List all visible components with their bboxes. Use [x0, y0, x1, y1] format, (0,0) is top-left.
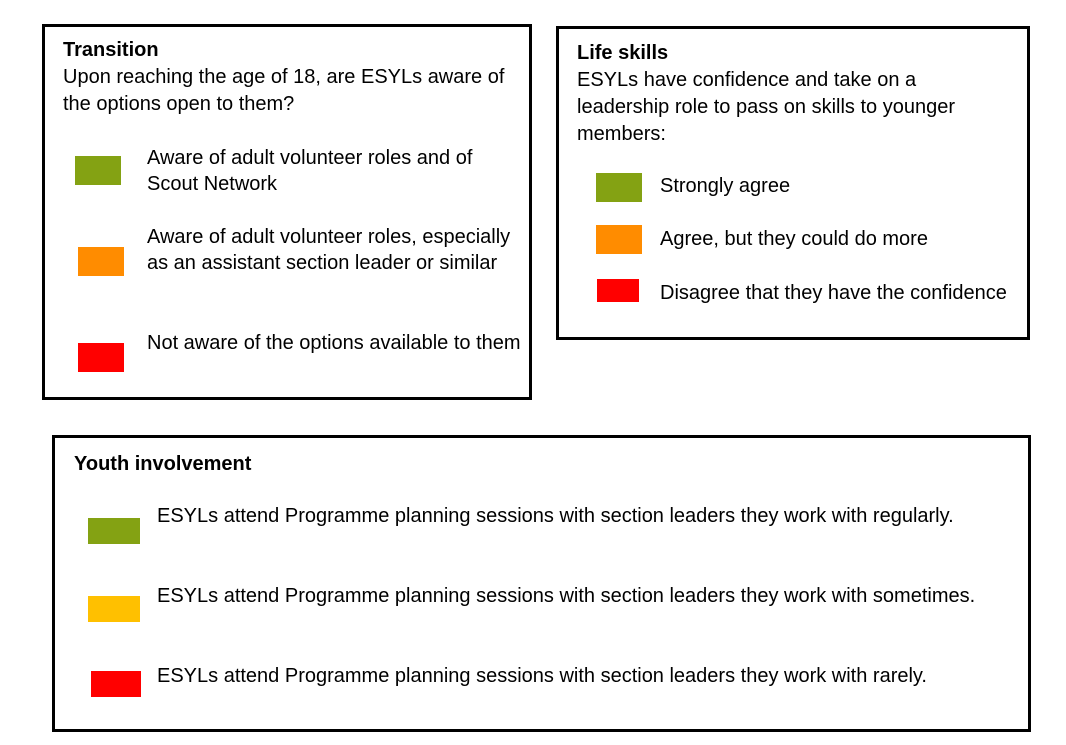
life-skills-question: ESYLs have confidence and take on a leadership role to pass on skills to younger members:	[577, 69, 955, 145]
youth-involvement-panel	[52, 435, 1031, 732]
transition-question: Upon reaching the age of 18, are ESYLs aware of the options open to them?	[63, 66, 505, 115]
legend-swatch-yellow	[88, 596, 140, 622]
legend-label: Aware of adult volunteer roles and of Scout Network	[147, 147, 473, 195]
legend-label: ESYLs attend Programme planning sessions with section leaders they work with rarely.	[157, 665, 927, 687]
legend-label: Strongly agree	[660, 175, 791, 197]
life-skills-panel	[556, 26, 1030, 340]
legend-swatch-green	[596, 173, 642, 202]
legend-swatch-orange	[596, 225, 642, 254]
legend-swatch-green	[88, 518, 140, 544]
legend-label: ESYLs attend Programme planning sessions with section leaders they work with sometimes.	[157, 585, 976, 607]
legend-swatch-green	[75, 156, 121, 185]
legend-label: Aware of adult volunteer roles, especially as an assistant section leader or similar	[147, 226, 511, 274]
legend-label: Agree, but they could do more	[660, 228, 928, 250]
legend-swatch-red	[78, 343, 124, 372]
life-skills-heading: Life skills	[577, 42, 669, 64]
youth-involvement-heading: Youth involvement	[74, 453, 252, 475]
transition-heading: Transition	[63, 39, 159, 61]
legend-label: ESYLs attend Programme planning sessions with section leaders they work with regularly.	[157, 505, 954, 527]
transition-panel	[42, 24, 532, 400]
legend-label: Disagree that they have the confidence	[660, 282, 1007, 304]
legend-swatch-orange	[78, 247, 124, 276]
legend-swatch-red	[597, 279, 639, 302]
legend-swatch-red	[91, 671, 141, 697]
legend-label: Not aware of the options available to them	[147, 332, 521, 354]
